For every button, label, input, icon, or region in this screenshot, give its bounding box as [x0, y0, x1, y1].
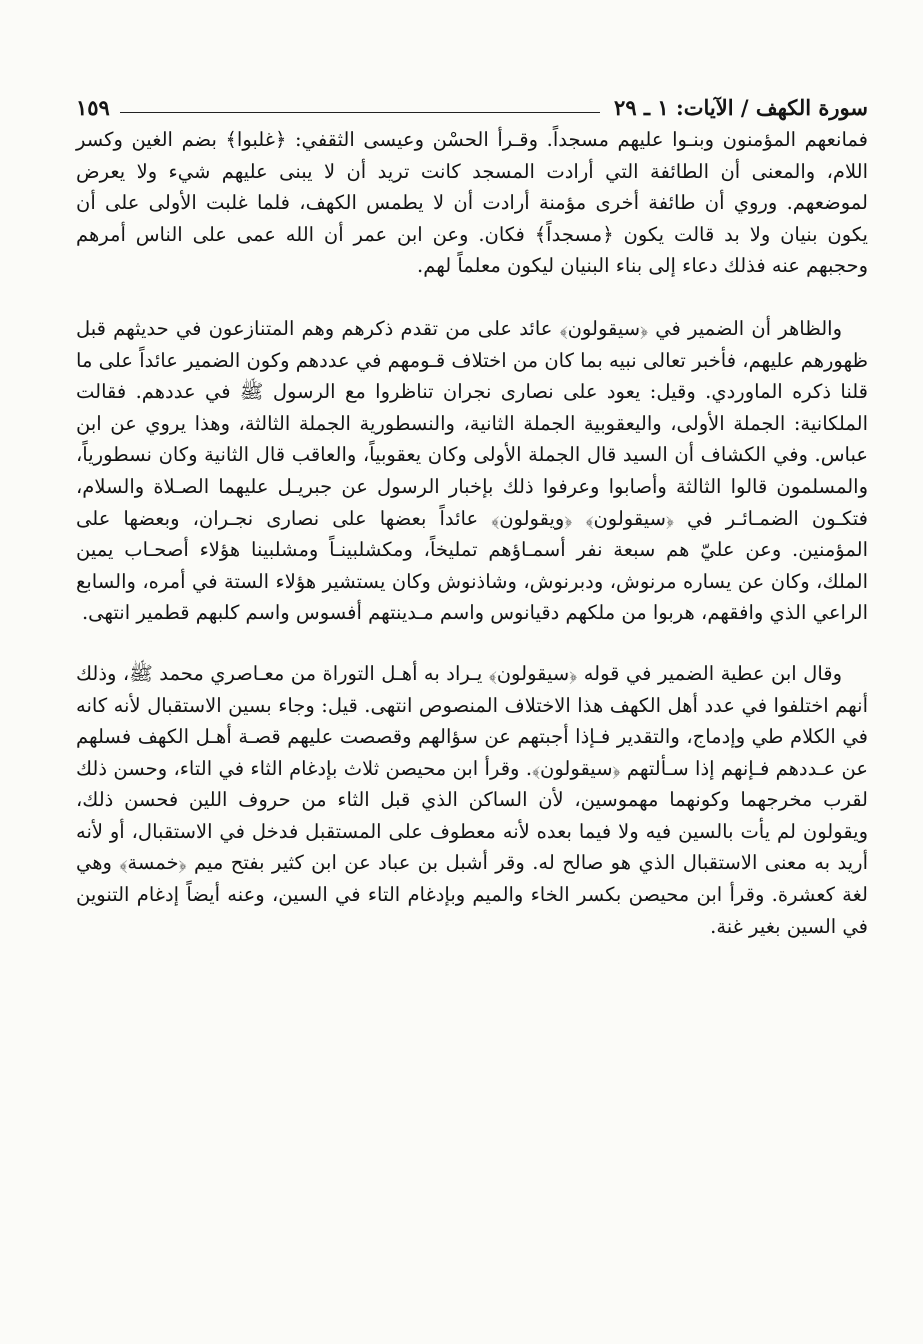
page-number: ١٥٩ [76, 95, 110, 120]
surah-title: سورة الكهف / الآيات: ١ ـ ٢٩ [614, 95, 868, 120]
paragraph-gap [76, 629, 868, 658]
paragraph-1: فمانعهم المؤمنون وبنـوا عليهم مسجداً. وقـرأ الحسْن وعيسى الثقفي: ﴿غلبوا﴾ بضم الغين وكسر اللام، والمعنى أن الطائفة التي أرادت المسجد كانت تريد أن لا يبنى عليهم شيء ولا يعرض لموضعهم. وروي أن طائفة أخرى مؤمنة أرادت أن لا يطمس الكهف، فلما غلبت الأولى على أن يكون بنيان ولا بد قالت يكون ﴿مسجداً﴾ فكان. وعن ابن عمر أن الله عمى على الناس أمرهم وحجبهم عنه فذلك دعاء إلى بناء البنيان ليكون معلماً لهم. [76, 128, 868, 278]
paragraph-2: والظاهر أن الضمير في ﴿سيقولون﴾ عائد على من تقدم ذكرهم وهم المتنازعون في حديثهم قبل ظهورهم عليهم، فأخبر تعالى نبيه بما كان من اختلاف قـومهم في عددهم وكون الضمير عائداً على ما قلنا ذكره الماوردي. وقيل: يعود على نصارى نجران تناظروا مع الرسول ﷺ في عددهم. فقالت الملكانية: الجملة الأولى، واليعقوبية الجملة الثانية، والنسطورية الجملة الثالثة، وهذا يروي عن ابن عباس. وفي الكشاف أن السيد قال الجملة الأولى وكان يعقوبياً، والعاقب قال الثانية وكان نسطورياً، والمسلمون قالوا الثالثة وأصابوا وعرفوا ذلك بإخبار الرسول عن جبريـل عليهما الصـلاة والسلام، فتكـون الضمـائـر في ﴿سيقولون﴾ ﴿ويقولون﴾ عائداً بعضها على نصارى نجـران، وبعضها على المؤمنين. وعن عليّ هم سبعة نفر أسمـاؤهم تمليخاً، ومكشلبينـاً ومشلبينا هؤلاء أصحـاب يمين الملك، وكان عن يساره مرنوش، ودبرنوش، وشاذنوش وكان يستشير هؤلاء الستة في أمره، والسابع الراعي الذي وافقهم، هربوا من ملكهم دقيانوس واسم مـدينتهم أفسوس واسم كلبهم قطمير انتهى. [76, 316, 868, 625]
header-rule [120, 112, 600, 113]
paragraph-3: وقال ابن عطية الضمير في قوله ﴿سيقولون﴾ يـراد به أهـل التوراة من معـاصري محمد ﷺ، وذلك أنهم اختلفوا في عدد أهل الكهف هذا الاختلاف المنصوص انتهى. قيل: وجاء بسين الاستقبال لأنه كانه في الكلام طي وإدماج، والتقدير فـإذا أجبتهم عن سؤالهم وقصصت عليهم قصـة أهـل الكهف فسلهم عن عـددهم فـإنهم إذا سـألتهم ﴿سيقولون﴾. وقرأ ابن محيصن ثلاث بإدغام الثاء في التاء، وحسن ذلك لقرب مخرجهما وكونهما مهموسين، لأن الساكن الذي قبل الثاء من حروف اللين فحسن ذلك، ويقولون لم يأت بالسين فيه ولا فيما بعده لأنه معطوف على المستقبل فدخل في الاستقبال، أو لأنه أريد به معنى الاستقبال الذي هو صالح له. وقر أشبل بن عباد عن ابن كثير بفتح ميم ﴿خمسة﴾ وهي لغة كعشرة. وقرأ ابن محيصن بكسر الخاء والميم وبإدغام التاء في السين، وعنه أيضاً إدغام التنوين في السين بغير غنة. [76, 661, 868, 938]
paragraph-gap [76, 282, 868, 313]
running-header [76, 86, 868, 120]
book-page [76, 86, 868, 942]
